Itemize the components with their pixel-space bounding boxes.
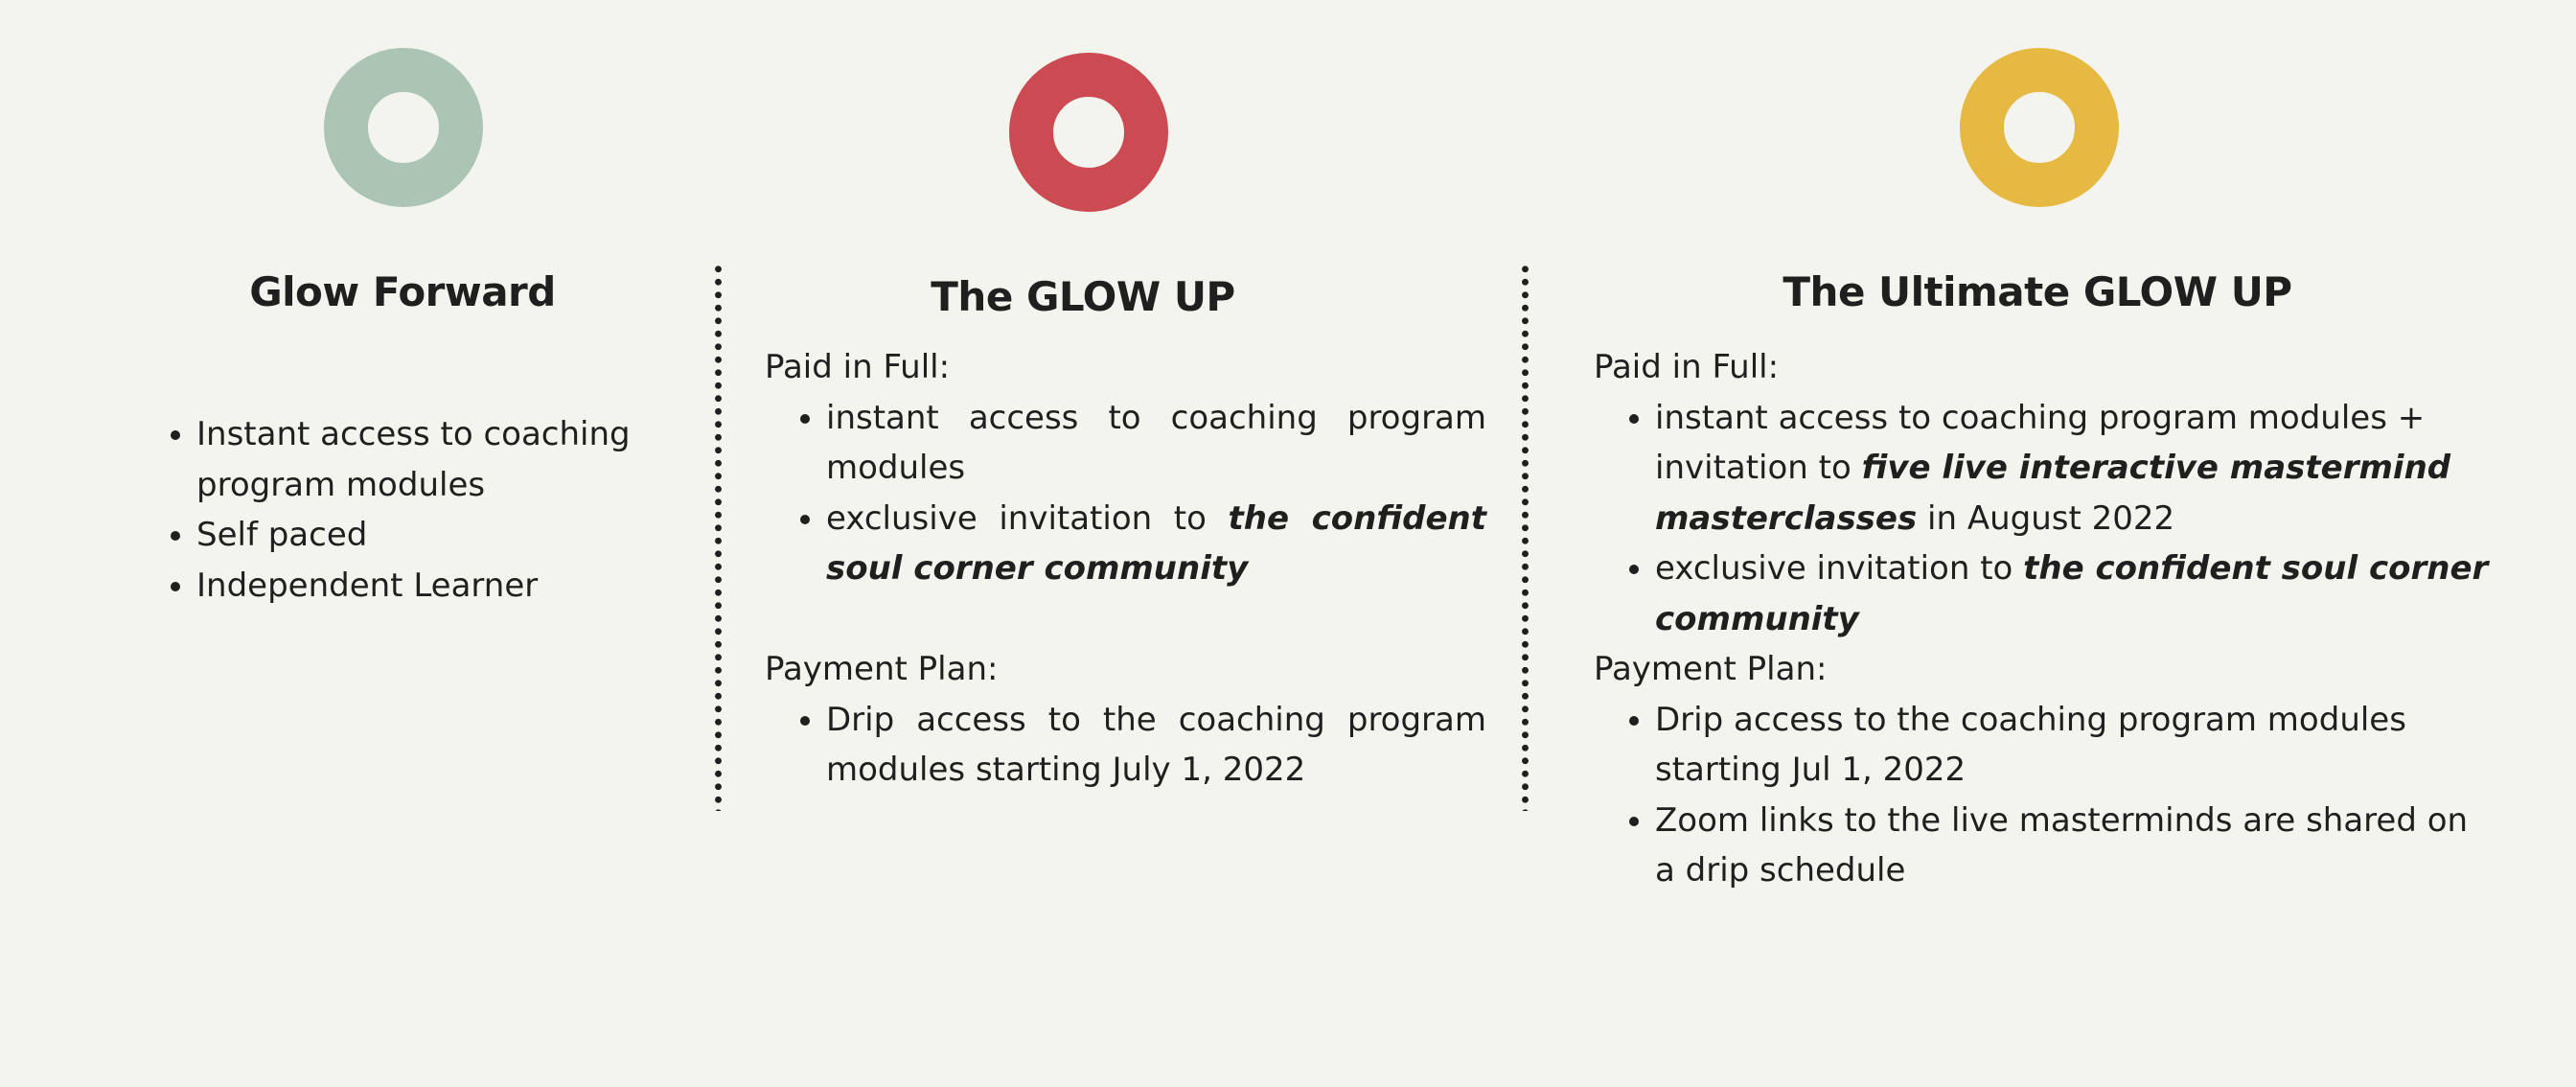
paid-in-full-list	[765, 393, 1486, 594]
payment-plan-list	[765, 695, 1486, 796]
divider-right	[1522, 263, 1529, 811]
community-emphasis: the confident soul corner community	[1655, 549, 2489, 638]
paid-in-full-list	[1594, 393, 2490, 645]
ultimate-glow-up-body	[1594, 342, 2490, 896]
list-item	[826, 494, 1486, 594]
payment-plan-label: Payment Plan:	[1594, 650, 1828, 688]
glow-forward-title: Glow Forward	[249, 268, 556, 315]
list-item: • Independent Learner	[196, 561, 653, 612]
list-item: • Self paced	[196, 510, 653, 561]
access-text: instant access to coaching program modules + invitation to	[1655, 398, 2426, 487]
date-text: in August 2022	[1917, 498, 2175, 538]
list-item: • Instant access to coaching program modules	[196, 409, 653, 510]
divider-left	[715, 263, 722, 811]
gold-ring-icon	[1960, 48, 2119, 207]
glow-up-body	[765, 342, 1486, 796]
glow-up-title: The GLOW UP	[931, 273, 1235, 320]
paid-in-full-label: Paid in Full:	[1594, 348, 1780, 386]
community-emphasis: the confident soul corner community	[826, 498, 1486, 588]
paid-in-full-label: Paid in Full:	[765, 348, 951, 386]
payment-plan-list	[1594, 695, 2490, 896]
list-item	[1655, 544, 2490, 644]
masterclasses-emphasis: five live interactive mastermind masterclasses	[1655, 449, 2451, 538]
glow-forward-body	[135, 409, 653, 611]
ultimate-glow-up-title: The Ultimate GLOW UP	[1782, 268, 2292, 315]
red-ring-icon	[1009, 53, 1168, 212]
list-item: • Drip access to the coaching program modules starting July 1, 2022	[826, 695, 1486, 796]
glow-forward-list	[135, 409, 653, 611]
invitation-text: exclusive invitation to	[826, 498, 1229, 538]
list-item: • Drip access to the coaching program modules starting Jul 1, 2022	[1655, 695, 2490, 796]
list-item: • instant access to coaching program modules	[826, 393, 1486, 494]
list-item: • Zoom links to the live masterminds are shared on a drip schedule	[1655, 796, 2490, 896]
invitation-text: exclusive invitation to	[1655, 549, 2024, 588]
list-item	[1655, 393, 2490, 544]
sage-ring-icon	[324, 48, 483, 207]
payment-plan-label: Payment Plan:	[765, 650, 999, 688]
